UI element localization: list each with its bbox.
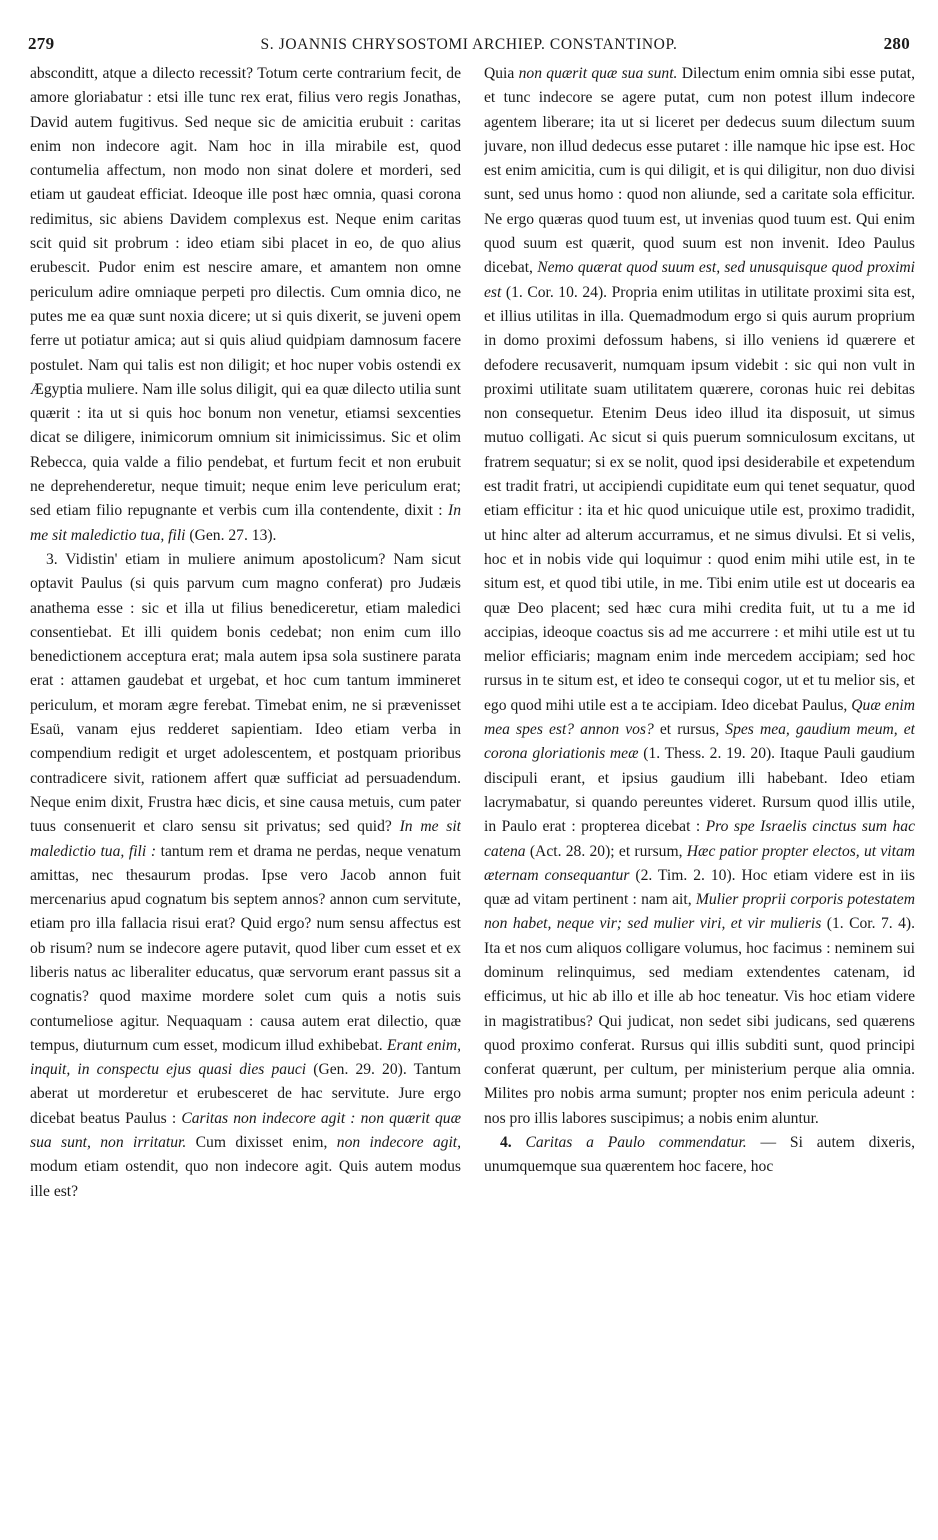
section-paragraph bbox=[484, 1131, 915, 1180]
right-page-number: 280 bbox=[883, 34, 910, 53]
text-run: et rursum, bbox=[618, 842, 683, 860]
text-run: Ita et nos cum aliquos colligare volumus, hoc facimus : neminem sui dominum relinquimus, sed mediam extendentes catenam, id efficimus, ut hic ab illo et ille ab hoc teneatur. Vis hoc etiam videre in magistratibus? Qui judicat, non sedet sibi judicans, sed quærens quod proximo conferat. Rursus qui illis subditi sunt, quod principi conferat quærunt, per cultum, per ministerium perque alia omnia. Milites pro nobis arma sumunt; propter nos enim pericula adeunt : nos pro illis labores suscipimus; a nobis enim aluntur. bbox=[484, 939, 915, 1127]
scripture-quote: non quærit quæ sua sunt. bbox=[518, 65, 678, 82]
paragraph bbox=[30, 548, 461, 1204]
text-run: Hoc etiam videre est in iis quæ ad vitam pertinent : nam ait, bbox=[484, 866, 915, 909]
scripture-reference: (2. Tim. 2. 10). bbox=[635, 866, 736, 884]
text-run: 3. Vidistin' etiam in muliere animum apostolicum? Nam sicut optavit Paulus (si quis parvum cum magno conferat) pro Judæis anathema esse : sic et illa ut filius benediceretur, etiam maledici consentiebat. Et illi quidem bonis cedebat; non enim cum illo benedictionem acceptura erat; mala autem ipsa sola sustinere parata erat : attamen gaudebat et urgebat, et hoc cum tantum immineret periculum, et moram ægre ferebat. Timebat enim, ne si prævenisset Esaü, vanam ejus redderet sapientiam. Ideo etiam verba in compendium redigit et urget adolescentem, et postquam prioribus contradicere sivit, rationem affert quæ sufficiat ad persuadendum. Neque enim dixit, Frustra hæc dicis, et sine causa metuis, cum pater tuus consenuerit et claro sensu sit privatus; sed quid? bbox=[30, 550, 461, 836]
scripture-quote: Caritas non indecore agit : non quærit quæ sua sunt, non irritatur. bbox=[30, 1109, 461, 1152]
scripture-quote: non indecore agit, bbox=[336, 1134, 461, 1152]
scripture-quote: Erant enim, inquit, in conspectu ejus quasi dies pauci bbox=[30, 1036, 461, 1079]
scripture-quote: Mulier proprii corporis potestatem non habet, neque vir; sed mulier viri, et vir mulieris bbox=[484, 891, 915, 933]
text-run: modum etiam ostendit, quo non indecore agit. Quis autem modus ille est? bbox=[30, 1158, 461, 1200]
scripture-quote: Spes mea, gaudium meum, et corona gloriationis meæ bbox=[484, 721, 915, 763]
scripture-quote: Nemo quærat quod suum est, sed unusquisque quod proximi est bbox=[484, 259, 915, 301]
text-run: absconditt, atque a dilecto recessit? Totum certe contrarium fecit, de amore gloriabatur : etsi ille tunc rex erat, filius vero regis Jonathas, David autem fugitivus. Sed neque sic de amicitia erubuit : caritas enim non indecore agit. Nam hoc in illa mirabile est, quod contumelia affectum, non modo non sinat dolere et morderi, sed etiam ut gaudeat efficiat. Ideoque ille post hæc omnia, quasi corona redimitus, sic abiens Davidem complexus est. Neque enim caritas scit quid sit probrum : ideo etiam sibi placet in eo, de quo alius erubescit. Pudor enim est nescire amare, et amantem non omne periculum adire omniaque perpeti pro dilectis. Cum omnia dico, ne putes me ea quæ sunt noxia dicere; ut si quis dixerit, se juveni opem ferre ut potiatur amica; aut si quis aliud quidpiam damnosum facere postulet. Nam qui talis est non diligit; et hoc nuper vobis ostendi ex Ægyptia muliere. Nam ille solus diligit, qui ea quæ dilecto utilia sunt quærit : ita ut si quis hoc bonum non venetur, etiamsi sexcenties dicat se diligere, inimicorum omnium sit inimicissimus. Sic et olim Rebecca, quia valde a filio pendebat, et furtum fecit et non erubuit ne deprehenderetur, neque timuit; neque enim leve periculum erat; sed etiam filio repugnante et verbis cum illa contendente, dixit : bbox=[30, 65, 461, 520]
scripture-reference: (1. Cor. 7. 4). bbox=[826, 915, 915, 933]
scripture-reference: (Act. 28. 20); bbox=[529, 842, 615, 860]
text-run: tantum rem et drama ne perdas, neque venatum amittas, nec thesaurum prodas. Ipse vero Jacob annon fuit mercenarius apud cognatum bis septem annos? annon cum servitute, etiam pro illa fallacia risui erat? Quid ergo? num sensu affectus est ob risum? num se indecore agere putavit, quod liber cum esset et ex liberis natus ac liberaliter educatus, quæ servorum erant passus sit a cognatis? quod maxime mordere solet cum quis a notis suis contumeliose agitur. Nequaquam : causa autem erat dilectio, quæ tempus, diuturnum cum esset, modicum illud exhibebat. bbox=[30, 842, 461, 1054]
scripture-quote: In me sit maledictio tua, fili bbox=[30, 502, 461, 544]
section-heading: Caritas a Paulo commendatur. bbox=[525, 1134, 747, 1152]
text-run: — Si autem dixeris, unumquemque sua quærentem hoc facere, hoc bbox=[484, 1134, 915, 1176]
text-run: Quia bbox=[484, 65, 515, 82]
scripture-quote: In me sit maledictio tua, fili : bbox=[30, 818, 461, 860]
left-page-number: 279 bbox=[28, 34, 55, 53]
paragraph bbox=[484, 62, 915, 1131]
text-run: Tantum aberat ut morderetur et erubesceret de hac servitute. Jure ergo dicebat beatus Paulus : bbox=[30, 1061, 461, 1127]
text-run: et rursus, bbox=[659, 721, 720, 739]
scripture-reference: (Gen. 27. 13). bbox=[189, 526, 277, 544]
scripture-reference: (Gen. 29. 20). bbox=[313, 1061, 407, 1079]
scripture-quote: Hæc patior propter electos, ut vitam æternam consequantur bbox=[484, 842, 915, 884]
text-run: Dilectum enim omnia sibi esse putat, et tunc indecore se agere putat, cum non potest illum indecore agentem liberare; ita ut si liceret per dedecus suum dilectum suum juvare, non illud dedecus esse putaret : ille namque hic ipse est. Hoc est enim amicitia, cum is qui diligit, et is qui diligitur, non duo divisi sunt, sed unus homo : quod non aliunde, sed a caritate sola efficitur. Ne ergo quæras quod tuum est, ut invenias quod tuum est. Qui enim quod suum est quærit, quod suum est non invenit. Ideo Paulus dicebat, bbox=[484, 65, 915, 277]
scripture-quote: Quæ enim mea spes est? annon vos? bbox=[484, 696, 915, 739]
running-title: S. JOANNIS CHRYSOSTOMI ARCHIEP. CONSTANTINOP. bbox=[260, 36, 678, 53]
running-header bbox=[28, 34, 910, 56]
text-run: Itaque Pauli gaudium discipuli erant, et ipsius gaudium illi habebant. Ideo etiam lacrymabatur, si quando pereuntes videret. Rursum quod illis utile, in Paulo erat : propterea dicebat : bbox=[484, 745, 915, 836]
scripture-reference: (1. Thess. 2. 19. 20). bbox=[643, 745, 776, 763]
right-column bbox=[484, 62, 915, 1532]
paragraph bbox=[30, 62, 461, 548]
scripture-quote: Pro spe Israelis cinctus sum hac catena bbox=[484, 818, 915, 860]
left-column bbox=[30, 62, 461, 1532]
text-run: Cum dixisset enim, bbox=[195, 1134, 328, 1152]
text-run: Propria enim utilitas in utilitate proximi sita est, et illius utilitas in illa. Quemadmodum ergo si quis aurum proprium in domo proximi defossum habens, si illo veniens id quærere et defodere recusaverit, numquam ipsum videbit : sic qui non vult in proximi utilitate suam utilitatem quærere, coronas huic rei debitas non consequetur. Etenim Deus ideo illud ita disposuit, ut simus mutuo colligati. Ac sicut si quis puerum somniculosum excitans, ut fratrem sequatur; si ex se nolit, quod ipsi desiderabile et expetendum est tradit fratri, ut accipiendi cupiditate eum qui tenet sequatur, quod etiam efficitur : ita et hic quod unicuique utile est, proximo tradidit, ut hinc alter ad alterum accurramus, et ne simus divulsi. Et si velis, hoc et in nobis vide qui loquimur : quod enim mihi utile est, in te situm est, et quod tibi utile, in me. Tibi enim utile est ut docearis ea quæ Deo placent; sed hæc cura mihi credita fuit, ut tu a me id accipias, ideoque coactus sis ad me accurrere : et mihi utile est ut tu melior efficiaris; magnam enim inde mercedem accipiam; sed hoc rursus in te situm est, et ideo te consequi cogor, ut et tu melior sis, et ego quod mihi utile est a te accipiam. Ideo dicebat Paulus, bbox=[484, 283, 915, 714]
section-number: 4. bbox=[500, 1134, 512, 1152]
scripture-reference: (1. Cor. 10. 24). bbox=[505, 283, 608, 301]
